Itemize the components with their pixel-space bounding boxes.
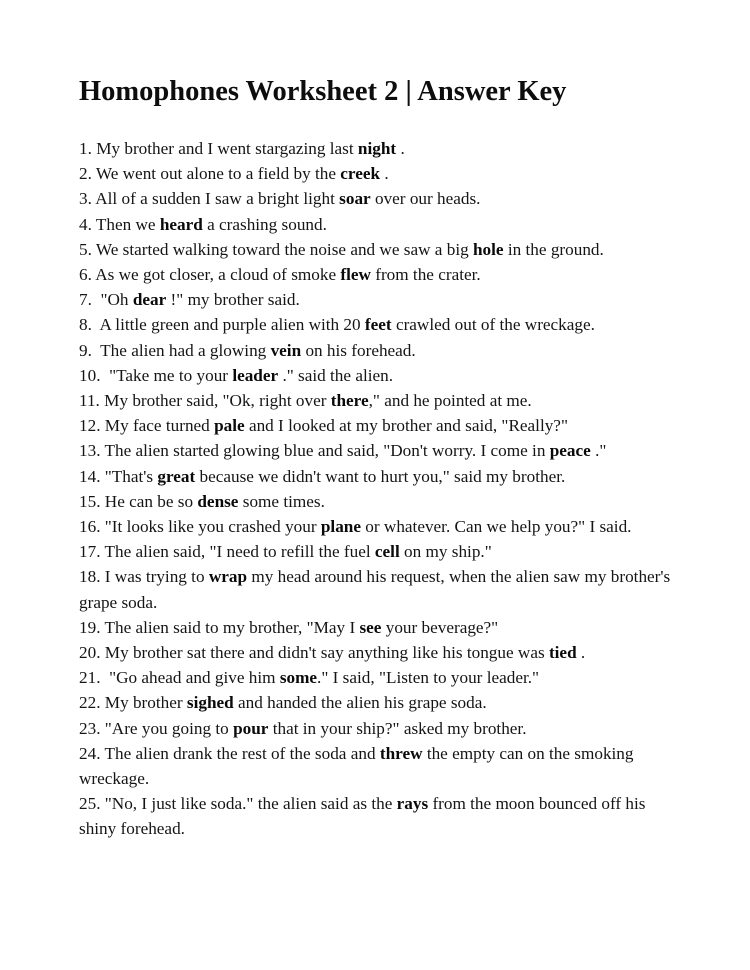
item-number: 22. <box>79 693 101 713</box>
item-number: 21. <box>79 668 101 688</box>
answer-item <box>79 741 679 791</box>
answer-word: some <box>279 668 318 688</box>
sentence-text: crawled out of the wreckage. <box>391 315 595 335</box>
sentence-text: My brother and I went stargazing last <box>91 139 358 158</box>
item-number: 16. <box>79 517 101 537</box>
item-number: 20. <box>79 643 101 663</box>
sentence-text: A little green and purple alien with 20 <box>91 315 365 335</box>
item-number: 2. <box>79 164 92 184</box>
answer-word: dear <box>132 290 167 310</box>
item-number: 13. <box>79 441 101 461</box>
answer-word: sighed <box>186 693 234 713</box>
sentence-text: My face turned <box>100 416 215 436</box>
sentence-text: My brother sat there and didn't say anything like his tongue was <box>100 643 549 663</box>
sentence-text: your beverage?" <box>381 617 499 637</box>
answer-item <box>79 615 679 640</box>
sentence-text: "Oh <box>91 290 133 310</box>
sentence-text: and handed the alien his grape soda. <box>233 693 487 713</box>
answer-item <box>79 287 679 312</box>
item-number: 23. <box>79 718 101 738</box>
answer-item <box>79 388 679 413</box>
answer-item <box>79 690 679 715</box>
answer-word: pour <box>233 718 269 738</box>
answer-item <box>79 665 679 690</box>
answer-item <box>79 438 679 463</box>
sentence-text: from the moon bounced off his shiny forehead. <box>79 794 650 839</box>
answer-item <box>79 312 679 337</box>
answer-item <box>79 136 679 161</box>
sentence-text: . <box>396 139 405 158</box>
answer-item <box>79 640 679 665</box>
sentence-text: My brother <box>100 693 187 713</box>
item-number: 4. <box>79 214 92 234</box>
sentence-text: my head around his request, when the alien saw my brother's grape soda. <box>79 567 675 612</box>
answer-word: there <box>330 391 369 411</box>
answer-item <box>79 464 679 489</box>
answer-word: creek <box>340 164 381 184</box>
sentence-text: "Are you going to <box>100 718 234 738</box>
sentence-text: The alien said to my brother, "May I <box>100 617 360 637</box>
answer-word: feet <box>364 315 392 335</box>
answer-word: leader <box>232 365 279 385</box>
sentence-text: from the crater. <box>370 265 481 285</box>
sentence-text: . <box>380 164 389 184</box>
item-number: 17. <box>79 542 101 562</box>
answer-word: wrap <box>208 567 248 587</box>
answer-word: vein <box>270 340 302 360</box>
item-number: 6. <box>79 265 92 285</box>
sentence-text: We went out alone to a field by the <box>91 164 341 184</box>
answer-word: night <box>357 139 397 158</box>
sentence-text: the empty can on the smoking wreckage. <box>79 743 638 789</box>
answer-word: tied <box>548 643 577 663</box>
item-number: 5. <box>79 239 92 259</box>
answer-word: heard <box>159 214 203 234</box>
answer-item <box>79 186 679 211</box>
answer-item <box>79 489 679 514</box>
sentence-text: over our heads. <box>370 189 481 209</box>
item-number: 14. <box>79 466 101 486</box>
answer-word: plane <box>320 517 361 537</box>
sentence-text: or whatever. Can we help you?" I said. <box>361 517 632 537</box>
sentence-text: Then we <box>91 214 160 234</box>
sentence-text: "No, I just like soda." the alien said as the <box>100 794 397 814</box>
item-number: 11. <box>79 391 100 411</box>
sentence-text: I was trying to <box>100 567 209 587</box>
answer-word: great <box>157 466 196 486</box>
sentence-text: "Take me to your <box>100 365 233 385</box>
answer-item <box>79 791 679 841</box>
sentence-text: All of a sudden I saw a bright light <box>91 189 340 209</box>
answer-item <box>79 514 679 539</box>
sentence-text: He can be so <box>100 491 198 511</box>
item-number: 7. <box>79 290 92 310</box>
item-number: 9. <box>79 340 92 360</box>
item-number: 8. <box>79 315 92 335</box>
item-number: 3. <box>79 189 92 209</box>
item-number: 15. <box>79 491 101 511</box>
answer-word: dense <box>197 491 239 511</box>
sentence-text: . <box>576 643 586 663</box>
sentence-text: "Go ahead and give him <box>100 668 280 688</box>
answer-item <box>79 539 679 564</box>
answer-word: hole <box>473 239 504 259</box>
sentence-text: "That's <box>100 466 158 486</box>
item-number: 18. <box>79 567 101 587</box>
sentence-text: on my ship." <box>399 542 492 562</box>
answer-word: threw <box>379 743 423 763</box>
answer-item <box>79 262 679 287</box>
answer-item <box>79 716 679 741</box>
sentence-text: in the ground. <box>503 239 604 259</box>
sentence-text: The alien said, "I need to refill the fuel <box>100 542 375 562</box>
item-number: 1. <box>79 139 92 158</box>
sentence-text: "It looks like you crashed your <box>100 517 321 537</box>
item-number: 19. <box>79 617 101 637</box>
sentence-text: The alien started glowing blue and said, "Don't worry. I come in <box>100 441 550 461</box>
page-title: Homophones Worksheet 2 | Answer Key <box>79 76 567 107</box>
sentence-text: some times. <box>238 491 325 511</box>
sentence-text: My brother said, "Ok, right over <box>99 391 331 411</box>
answer-item <box>79 363 679 388</box>
sentence-text: ." <box>590 441 607 461</box>
sentence-text: on his forehead. <box>301 340 416 360</box>
sentence-text: The alien drank the rest of the soda and <box>100 743 380 763</box>
sentence-text: ." said the alien. <box>278 365 394 385</box>
answer-item <box>79 564 679 614</box>
sentence-text: As we got closer, a cloud of smoke <box>91 265 341 285</box>
answer-word: peace <box>549 441 591 461</box>
item-number: 12. <box>79 416 101 436</box>
answer-word: flew <box>340 265 371 285</box>
sentence-text: The alien had a glowing <box>91 340 271 360</box>
answer-item <box>79 212 679 237</box>
sentence-text: because we didn't want to hurt you," said my brother. <box>195 466 566 486</box>
answer-word: soar <box>339 189 371 209</box>
sentence-text: ." I said, "Listen to your leader." <box>317 668 540 688</box>
sentence-text: !" my brother said. <box>166 290 300 310</box>
sentence-text: that in your ship?" asked my brother. <box>268 718 527 738</box>
answer-item <box>79 338 679 363</box>
answer-word: pale <box>214 416 245 436</box>
sentence-text: ," and he pointed at me. <box>368 391 532 411</box>
sentence-text: and I looked at my brother and said, "Really?" <box>244 416 568 436</box>
answer-word: rays <box>396 794 429 814</box>
answer-list <box>79 136 679 842</box>
answer-word: cell <box>374 542 400 562</box>
answer-item <box>79 413 679 438</box>
item-number: 25. <box>79 794 101 814</box>
item-number: 10. <box>79 365 101 385</box>
sentence-text: We started walking toward the noise and we saw a big <box>91 239 473 259</box>
item-number: 24. <box>79 743 101 763</box>
answer-word: see <box>359 617 382 637</box>
answer-item <box>79 161 679 186</box>
sentence-text: a crashing sound. <box>202 214 327 234</box>
answer-item <box>79 237 679 262</box>
